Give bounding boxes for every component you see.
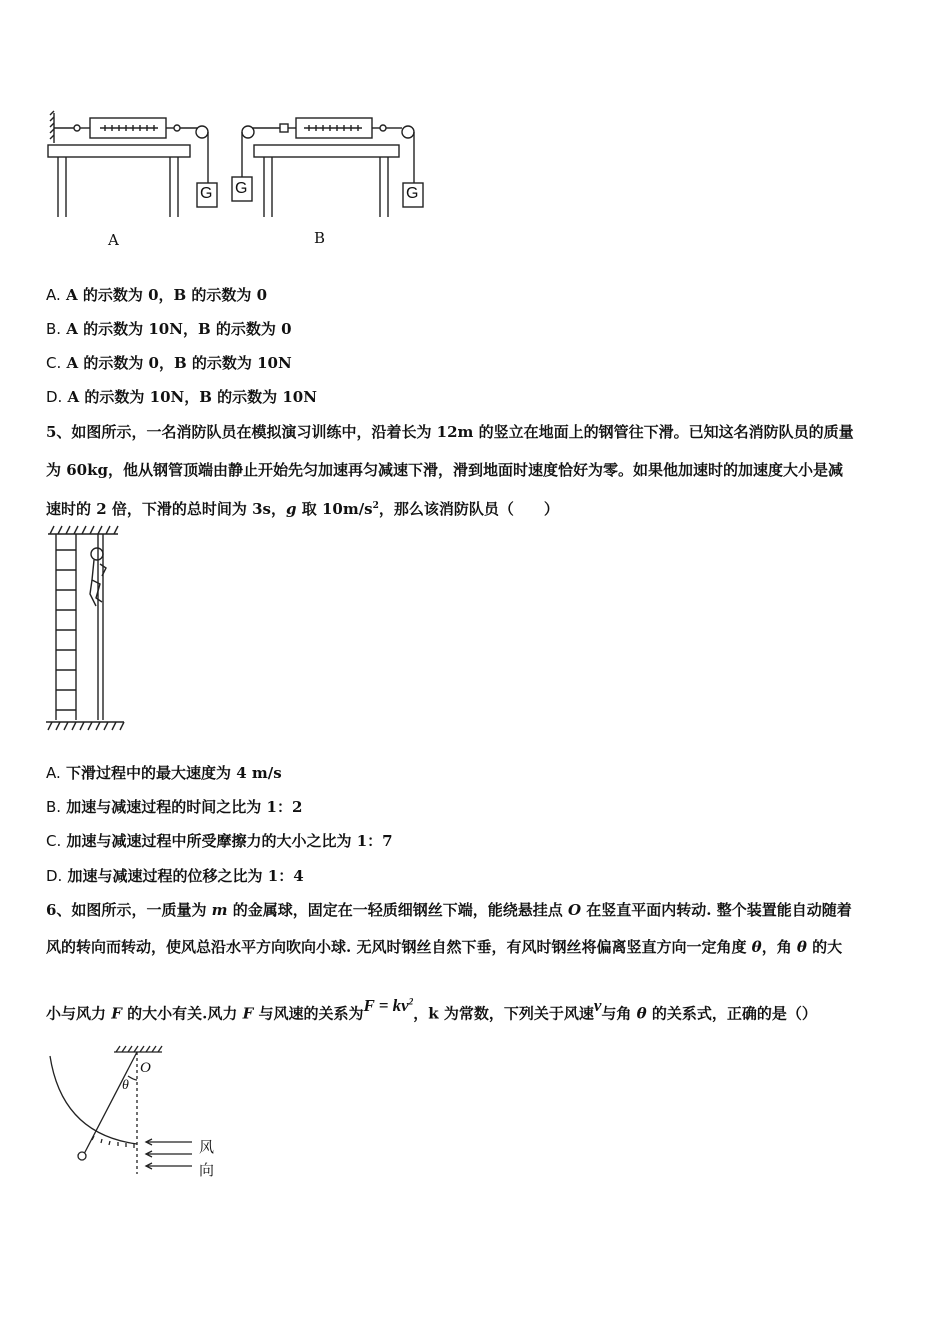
wind-speed-symbol: v bbox=[593, 995, 602, 1015]
wind-pendulum-figure bbox=[44, 1042, 224, 1182]
direction-label: 向 bbox=[199, 1161, 215, 1179]
weight-label: G bbox=[235, 180, 248, 197]
wind-force-formula: $F = kv^2$ bbox=[363, 995, 414, 1015]
option-b: B. 加速与减速过程的时间之比为 1：2 bbox=[46, 798, 303, 816]
option-a: A. A 的示数为 0，B 的示数为 0 bbox=[46, 286, 268, 304]
wind-label: 风 bbox=[199, 1138, 215, 1156]
question-6-line-2: 风的转向而转动，使风总沿水平方向吹向小球. 无风时钢丝自然下垂，有风时钢丝将偏离竖直方向一定角度 θ，角 θ 的大 bbox=[46, 938, 843, 956]
figure-label-b: B bbox=[314, 229, 326, 247]
option-a: A. 下滑过程中的最大速度为 4 m/s bbox=[46, 764, 282, 782]
option-d: D. 加速与减速过程的位移之比为 1：4 bbox=[46, 867, 304, 885]
figure-label-a: A bbox=[108, 231, 119, 249]
question-6-line-3: 小与风力 F 的大小有关.风力 F 与风速的关系为$F = kv^2$，k 为常数，下列关于风速v与角 θ 的关系式，正确的是（） bbox=[46, 995, 817, 1023]
option-b: B. A 的示数为 10N，B 的示数为 0 bbox=[46, 320, 292, 338]
question-5-line-3: 速时的 2 倍，下滑的总时间为 3s，g 取 $10m/s^2$，那么该消防队员（ ） bbox=[46, 500, 559, 518]
question-5-line-2: 为 60kg，他从钢管顶端由静止开始先匀加速再匀减速下滑，滑到地面时速度恰好为零。如果他加速时的加速度大小是减 bbox=[46, 461, 843, 479]
weight-label: G bbox=[406, 185, 419, 202]
weight-label: G bbox=[200, 185, 213, 202]
question-6-line-1: 6、如图所示，一质量为 m 的金属球，固定在一轻质细钢丝下端，能绕悬挂点 O 在竖直平面内转动. 整个装置能自动随着 bbox=[46, 901, 852, 919]
question-5-line-1: 5、如图所示，一名消防队员在模拟演习训练中，沿着长为 12m 的竖立在地面上的钢管往下滑。已知这名消防队员的质量 bbox=[46, 423, 854, 441]
option-d: D. A 的示数为 10N，B 的示数为 10N bbox=[46, 388, 317, 406]
firefighter-figure bbox=[44, 524, 128, 732]
pivot-label: O bbox=[140, 1060, 151, 1076]
angle-label: θ bbox=[122, 1078, 129, 1093]
spring-scale-figure bbox=[40, 95, 440, 255]
option-c: C. A 的示数为 0，B 的示数为 10N bbox=[46, 354, 292, 372]
option-c: C. 加速与减速过程中所受摩擦力的大小之比为 1：7 bbox=[46, 832, 393, 850]
